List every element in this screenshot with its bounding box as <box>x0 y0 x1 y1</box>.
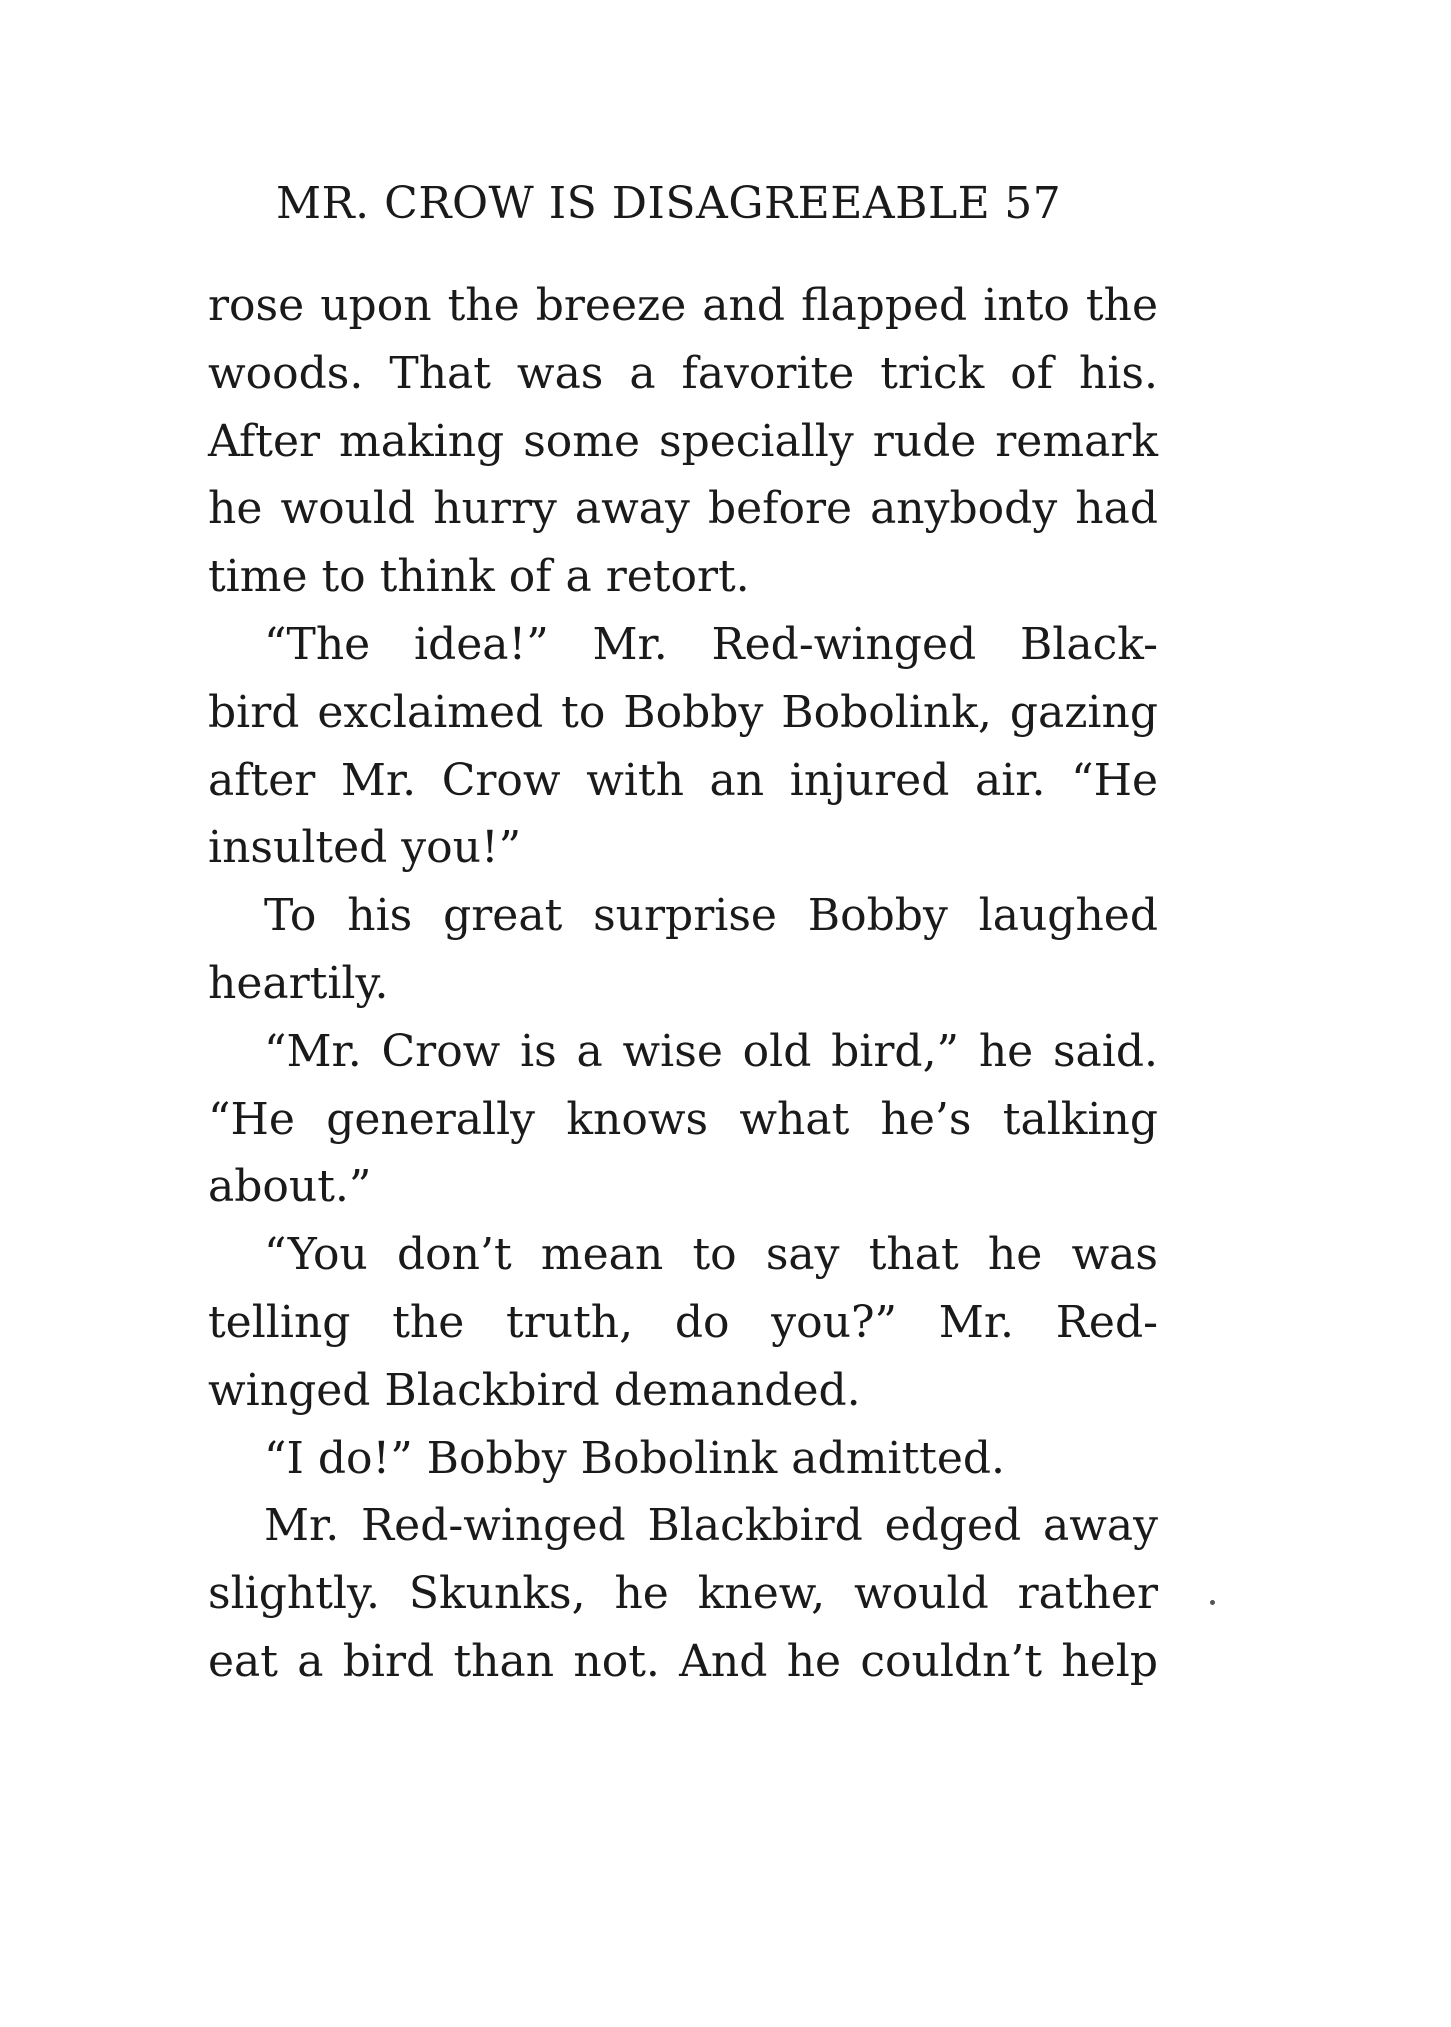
text-line: “He generally knows what he’s talking <box>208 1093 1158 1145</box>
page-number: 57 <box>1004 178 1062 229</box>
text-line: telling the truth, do you?” Mr. Red- <box>208 1296 1158 1348</box>
text-line: “Mr. Crow is a wise old bird,” he said. <box>264 1025 1158 1077</box>
body-text <box>208 272 1158 1696</box>
text-line: eat a bird than not. And he couldn’t help <box>208 1635 1158 1687</box>
text-line: After making some specially rude remark <box>208 415 1158 467</box>
text-line: winged Blackbird demanded. <box>208 1364 861 1416</box>
running-head <box>276 168 1156 240</box>
text-line: about.” <box>208 1161 372 1213</box>
text-line: rose upon the breeze and flapped into the <box>208 280 1158 331</box>
text-line: “I do!” Bobby Bobolink admitted. <box>264 1432 1006 1484</box>
text-line: after Mr. Crow with an injured air. “He <box>208 754 1158 806</box>
text-line: To his great surprise Bobby laughed <box>264 890 1158 942</box>
text-line: “You don’t mean to say that he was <box>264 1229 1158 1281</box>
text-line: Mr. Red-winged Blackbird edged away <box>264 1500 1158 1552</box>
ink-speck <box>1210 1600 1215 1605</box>
text-line: heartily. <box>208 957 389 1009</box>
text-line: he would hurry away before anybody had <box>208 483 1158 535</box>
text-line: “The idea!” Mr. Red-winged Black- <box>264 618 1158 670</box>
text-line: insulted you!” <box>208 822 522 874</box>
text-line: woods. That was a favorite trick of his. <box>208 347 1158 399</box>
text-line: bird exclaimed to Bobby Bobolink, gazing <box>208 686 1158 738</box>
chapter-title: MR. CROW IS DISAGREEABLE <box>276 178 991 229</box>
text-line: slightly. Skunks, he knew, would rather <box>208 1568 1158 1620</box>
text-line: time to think of a retort. <box>208 551 750 603</box>
